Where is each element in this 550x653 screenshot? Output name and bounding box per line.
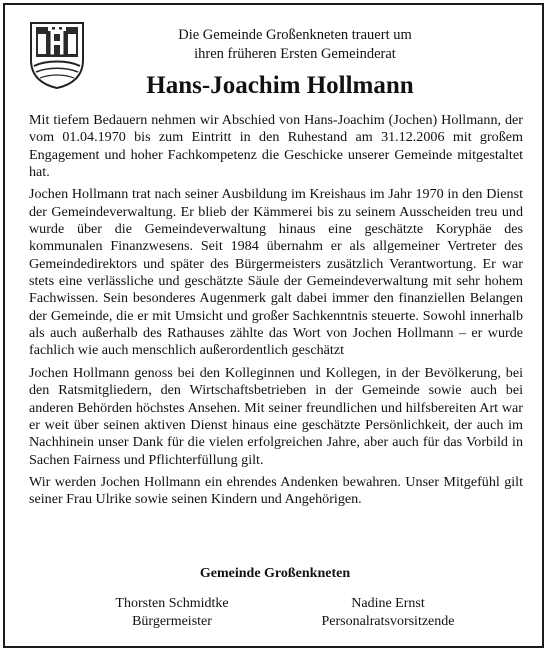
signatory-role: Bürgermeister xyxy=(132,614,212,629)
organization-name: Gemeinde Großenkneten xyxy=(199,566,351,581)
municipal-coat-of-arms-icon xyxy=(28,20,86,90)
obituary-body xyxy=(29,112,523,514)
signatory-name: Nadine Ernst xyxy=(351,596,425,611)
intro-line-2: ihren früheren Ersten Gemeinderat xyxy=(194,46,396,62)
signature-block-mayor xyxy=(72,595,272,631)
paragraph: Mit tiefem Bedauern nehmen wir Abschied von Hans-Joachim (Jochen) Hollmann, der vom 01.04.1970 bis zum Eintritt in den Ruhestand am 31.12.2006 mit großem Engagement und hoher Fachkompetenz die Geschicke unserer Gemeinde mitgestaltet hat. xyxy=(29,112,523,181)
obituary-intro xyxy=(110,26,480,64)
deceased-name: Hans-Joachim Hollmann xyxy=(146,72,414,99)
signatory-name: Thorsten Schmidtke xyxy=(115,596,229,611)
paragraph: Wir werden Jochen Hollmann ein ehrendes Andenken bewahren. Unser Mitgefühl gilt seiner Frau Ulrike sowie seinen Kindern und Angehörigen. xyxy=(29,473,523,508)
paragraph: Jochen Hollmann trat nach seiner Ausbildung im Kreishaus im Jahr 1970 in den Dienst der Gemeindeverwaltung. Er blieb der Kämmerei bis zu seinem Ausscheiden treu und wurde über die Gemeindeverwaltung hinaus eine geschätzte Koryphäe des kommunalen Finanzwesens. Seit 1984 übernahm er als allgemeiner Vertreter des Gemeindedirektors und später des Bürgermeisters zusätzlich Verantwortung. Er war stets eine verlässliche und geschätzte Säule der Gemeindeverwaltung mit sehr hohem Fachwissen. Sein besonderes Augenmerk galt dabei immer den finanziellen Belangen der Gemeinde, die er mit Umsicht und großer Sachkenntnis steuerte. Sowohl innerhalb als auch außerhalb des Rathauses zählte das Wort von Jochen Hollmann – er wurde fachlich wie auch menschlich außerordentlich geschätzt xyxy=(29,186,523,359)
signature-block-staff-council xyxy=(288,595,488,631)
paragraph: Jochen Hollmann genoss bei den Kolleginnen und Kollegen, in der Bevölkerung, bei den Ratsmitgliedern, den Wirtschaftsbetrieben in der Gemeinde sowie auch bei anderen Behörden höchstes Ansehen. Mit seiner freundlichen und hilfsbereiten Art war er weit über seinen aktiven Dienst hinaus eine geschätzte Persönlichkeit, der auch im Nachhinein unser Dank für die vielen erfolgreichen Jahre, aber auch für das Vorbild in Sachen Fairness und Pflichterfüllung gilt. xyxy=(29,364,523,468)
signatory-role: Personalratsvorsitzende xyxy=(321,614,455,629)
intro-line-1: Die Gemeinde Großenkneten trauert um xyxy=(178,27,412,43)
